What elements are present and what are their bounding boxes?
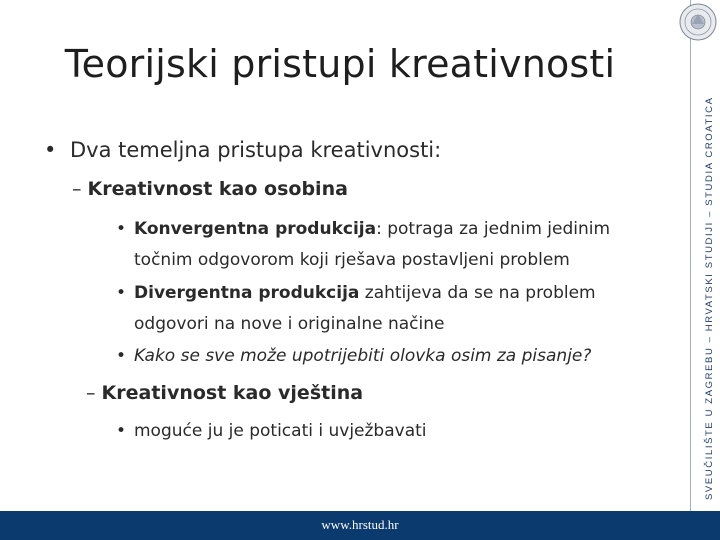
example-question: Kako se sve može upotrijebiti olovka osim za pisanje?: [134, 346, 592, 366]
sidebar-divider: [690, 0, 691, 540]
bullet-icon: •: [116, 421, 127, 441]
main-bullet: [44, 138, 441, 162]
bullet-icon: •: [116, 219, 127, 239]
dash-icon: –: [86, 382, 96, 404]
slide-title: Teorijski pristupi kreativnosti: [64, 42, 616, 86]
dash-icon: –: [72, 178, 82, 200]
approach-label: Kreativnost kao vještina: [101, 382, 364, 404]
list-item: [116, 341, 676, 372]
bullet-icon: •: [116, 346, 127, 366]
list-item: • Divergentna produkcija zahtijeva da se na problem odgovori na nove i originalne načine: [116, 278, 676, 340]
main-bullet-text: Dva temeljna pristupa kreativnosti:: [70, 138, 442, 162]
bullet-icon: •: [116, 283, 127, 303]
university-seal-icon: [678, 2, 718, 42]
term-convergent: Konvergentna produkcija: [134, 219, 377, 239]
footer-url[interactable]: www.hrstud.hr: [321, 517, 399, 532]
approach-heading-skill: [86, 382, 363, 404]
list-item: • Konvergentna produkcija: potraga za jednim jedinim točnim odgovorom koji rješava postavljeni problem: [116, 214, 676, 276]
sidebar-vertical-text: SVEUČILIŠTE U ZAGREBU – HRVATSKI STUDIJI – STUDIA CROATICA: [704, 96, 715, 500]
list-item: • moguće ju je poticati i uvježbavati: [116, 416, 676, 447]
approach-heading-trait: [72, 178, 348, 200]
term-divergent: Divergentna produkcija: [134, 283, 360, 303]
bullet-icon: •: [44, 138, 57, 162]
approach-label: Kreativnost kao osobina: [87, 178, 348, 200]
